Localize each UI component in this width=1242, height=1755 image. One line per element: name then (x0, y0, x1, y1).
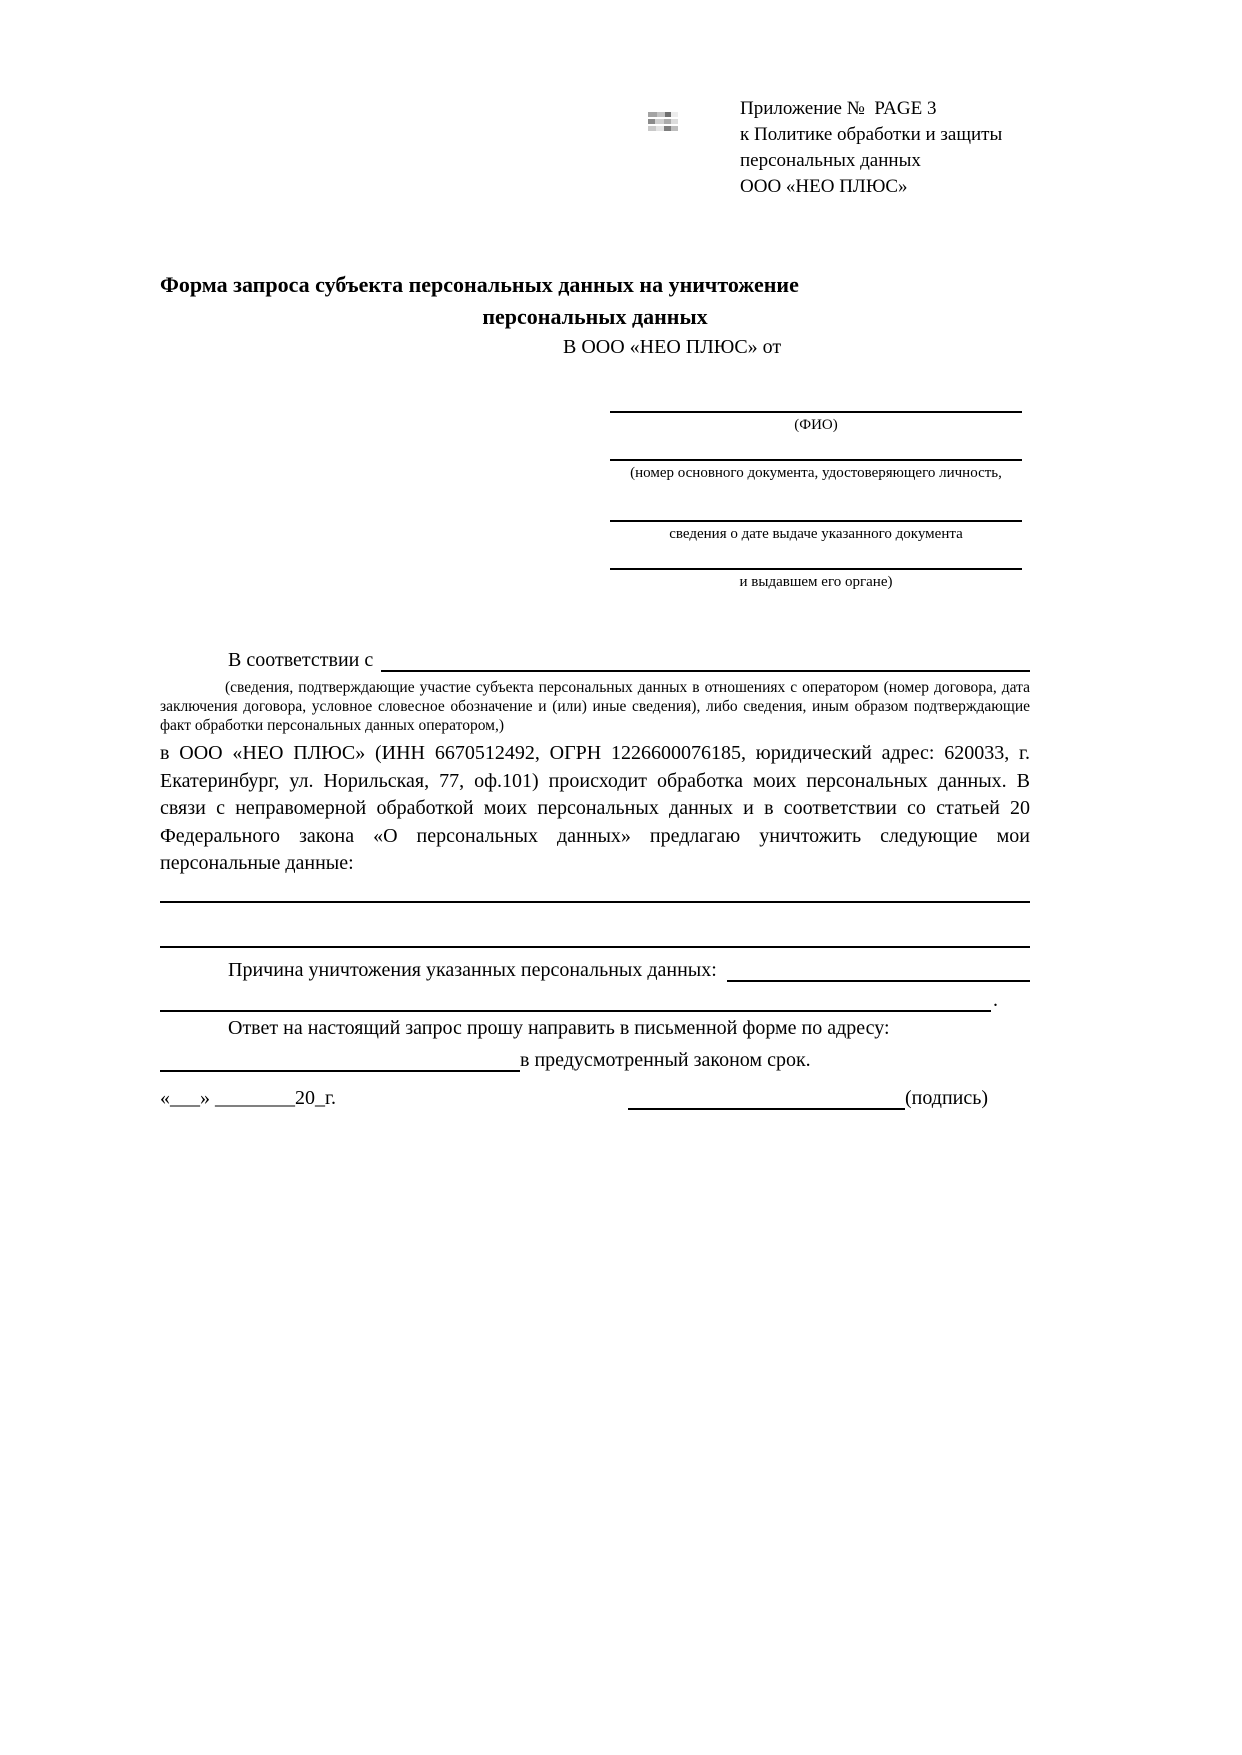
accordance-blank-line (381, 650, 1030, 672)
period-character: . (993, 989, 998, 1011)
personal-data-blank-line-2 (160, 946, 1030, 948)
field-document-number (610, 459, 1022, 482)
issue-date-blank-line (610, 520, 1022, 522)
signature-blank-line (628, 1088, 905, 1110)
appendix-line-1: Приложение № PAGE 3 (740, 98, 937, 119)
issuing-authority-blank-line (610, 568, 1022, 570)
term-row (160, 1048, 1030, 1072)
accordance-section (160, 648, 1030, 735)
reason-continuation-row (160, 988, 998, 1012)
fio-caption: (ФИО) (794, 417, 838, 433)
date-fill-text: «___» ________20_г. (160, 1087, 336, 1109)
issue-date-caption: сведения о дате выдаче указанного документа (669, 526, 963, 542)
reason-blank-line (727, 960, 1030, 982)
reason-label: Причина уничтожения указанных персональных данных: (228, 959, 717, 981)
signature-caption: (подпись) (905, 1087, 989, 1109)
appendix-line-2: к Политике обработки и защиты (740, 124, 1003, 145)
fio-blank-line (610, 411, 1022, 413)
document-title-line-2: персональных данных (482, 304, 708, 329)
address-blank-line (160, 1050, 520, 1072)
response-request-text: Ответ на настоящий запрос прошу направить в письменной форме по адресу: (228, 1017, 890, 1039)
document-number-blank-line (610, 459, 1022, 461)
term-text: в предусмотренный законом срок. (520, 1049, 811, 1071)
appendix-line-3: персональных данных (740, 150, 921, 171)
body-paragraph: в ООО «НЕО ПЛЮС» (ИНН 6670512492, ОГРН 1226600076185, юридический адрес: 620033, г. Екатеринбург, ул. Норильская, 77, оф.101) происходит обработка моих персональных данных. В связи с неправомерной обработкой моих персональных данных и в соответствии со статьей 20 Федерального закона «О персональных данных» предлагаю уничтожить следующие мои персональные данные: (160, 742, 1030, 874)
accordance-row (160, 648, 1030, 672)
document-number-caption: (номер основного документа, удостоверяющего личность, (630, 465, 1002, 481)
reason-row (160, 958, 1030, 982)
signature-group (628, 1086, 988, 1110)
image-placeholder-icon (648, 110, 678, 135)
reason-continuation-blank-line (160, 990, 991, 1012)
accordance-footnote: (сведения, подтверждающие участие субъекта персональных данных в отношениях с оператором (номер договора, дата заключения договора, условное словесное обозначение и (или) иные сведения), либо сведения, иным образом подтверждающие факт обработки персональных данных оператором,) (160, 679, 1030, 734)
issuing-authority-caption: и выдавшем его органе) (739, 574, 893, 590)
personal-data-blank-line-1 (160, 901, 1030, 903)
date-signature-row (160, 1086, 1030, 1114)
field-issue-date (610, 520, 1022, 543)
appendix-block (740, 96, 1070, 200)
appendix-line-4: ООО «НЕО ПЛЮС» (740, 176, 908, 197)
field-issuing-authority (610, 568, 1022, 591)
addressee-line: В ООО «НЕО ПЛЮС» от (563, 336, 782, 358)
document-title-line-1: Форма запроса субъекта персональных данных на уничтожение (160, 272, 799, 297)
accordance-lead-text: В соответствии с (228, 649, 374, 671)
field-fio (610, 411, 1022, 434)
